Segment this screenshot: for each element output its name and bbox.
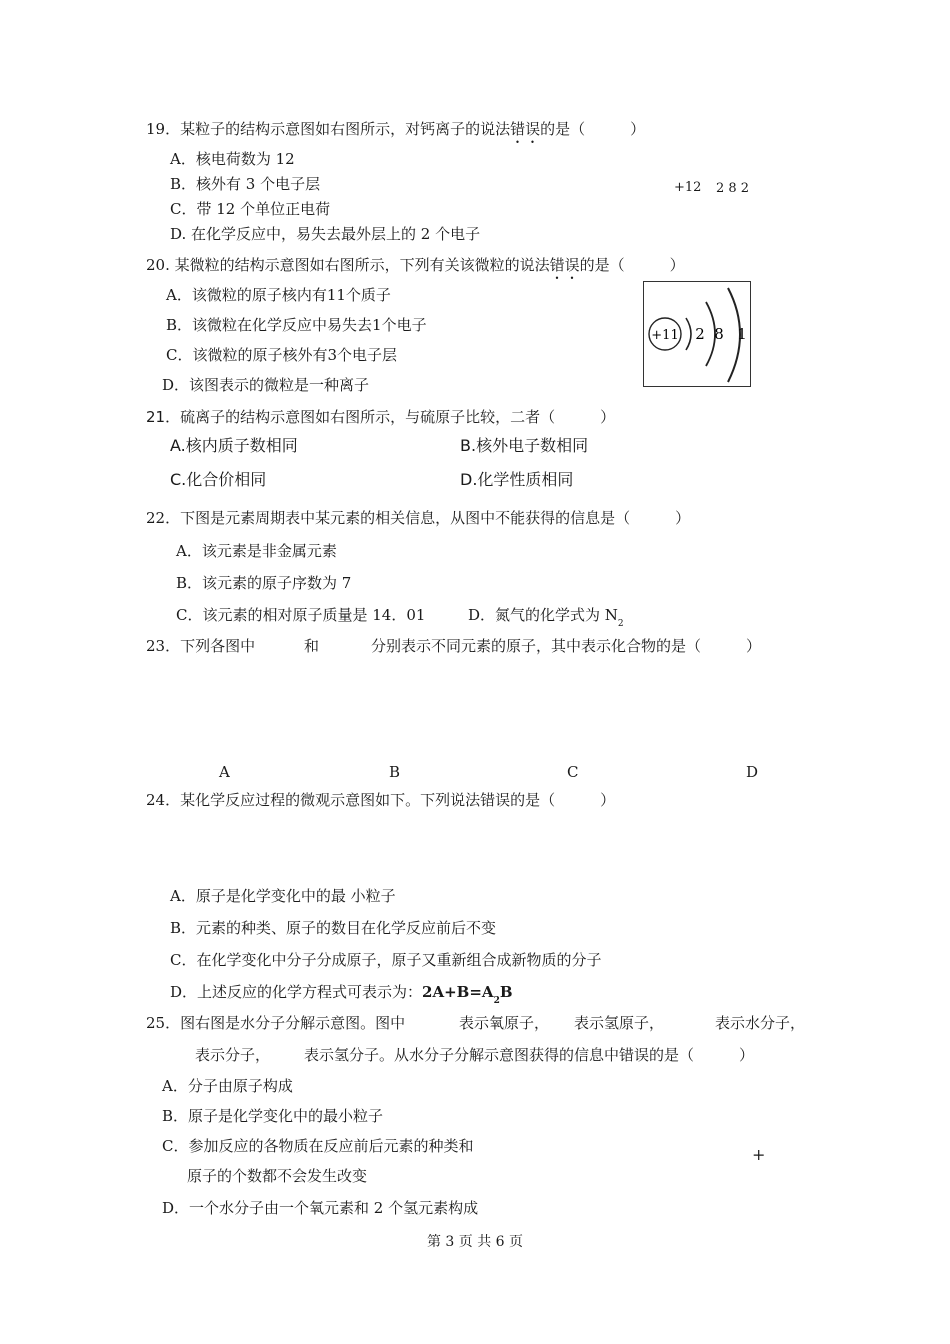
q22-option-b: B．该元素的原子序数为 7 <box>176 574 352 592</box>
q25-stem-part-1: 25．图右图是水分子分解示意图。图中 <box>146 1014 406 1032</box>
q23-stem-part-3: 分别表示不同元素的原子，其中表示化合物的是（ ） <box>371 637 762 655</box>
q25-stem-part-2: 表示氧原子， <box>459 1014 550 1032</box>
q24-option-c: C．在化学变化中分子分成原子，原子又重新组合成新物质的分子 <box>170 951 602 969</box>
q19-option-a: A．核电荷数为 12 <box>170 150 295 168</box>
subscript: 2 <box>493 996 500 1006</box>
q19-diagram-nucleus: +12 <box>674 180 702 195</box>
q21-option-a: A.核内质子数相同 <box>170 436 298 455</box>
q23-label-c: C <box>567 763 579 781</box>
q24-option-a: A．原子是化学变化中的最 小粒子 <box>170 887 396 905</box>
q19-emphasis: 错误 <box>510 120 541 138</box>
q25-stem-part-6: 表示氢分子。从水分子分解示意图获得的信息中错误的是（ ） <box>304 1046 755 1064</box>
q23-label-d: D <box>746 763 759 781</box>
q22-option-a: A．该元素是非金属元素 <box>176 542 337 560</box>
atom-structure-svg <box>644 282 750 386</box>
q19-option-c: C．带 12 个单位正电荷 <box>170 200 331 218</box>
q25-option-c: C．参加反应的各物质在反应前后元素的种类和 <box>162 1137 474 1155</box>
q23-label-a: A <box>219 763 230 781</box>
page-footer: 第 3 页 共 6 页 <box>426 1234 524 1250</box>
q21-stem: 21．硫离子的结构示意图如右图所示，与硫原子比较，二者（ ） <box>146 408 616 426</box>
q19-diagram-shells: 2 8 2 <box>716 181 750 196</box>
q19-option-b: B．核外有 3 个电子层 <box>170 175 321 193</box>
q22-stem: 22．下图是元素周期表中某元素的相关信息，从图中不能获得的信息是（ ） <box>146 509 691 527</box>
q20-stem: 20. 某微粒的结构示意图如右图所示，下列有关该微粒的说法错误的是（ ） <box>146 256 685 274</box>
q20-option-b: B．该微粒在化学反应中易失去1个电子 <box>166 316 427 334</box>
q19-option-d: D. 在化学反应中，易失去最外层上的 2 个电子 <box>170 225 481 243</box>
q25-plus-sign: + <box>752 1145 766 1164</box>
q25-option-c-continued: 原子的个数都不会发生改变 <box>187 1167 368 1185</box>
q22-option-c: C．该元素的相对原子质量是 14．01 <box>176 606 426 624</box>
q25-option-d: D．一个水分子由一个氧元素和 2 个氢元素构成 <box>162 1199 479 1217</box>
q21-option-d: D.化学性质相同 <box>460 470 574 489</box>
q25-option-a: A．分子由原子构成 <box>162 1077 293 1095</box>
q19-stem: 19．某粒子的结构示意图如右图所示，对钙离子的说法错误的是（ ） <box>146 120 646 138</box>
q20-option-a: A．该微粒的原子核内有11个质子 <box>166 286 391 304</box>
q23-label-b: B <box>389 763 401 781</box>
shell-count-1: 2 <box>695 325 705 343</box>
q24-equation: $2A+B=A_2B$ <box>422 983 513 1006</box>
q21-option-b: B.核外电子数相同 <box>460 436 589 455</box>
shell-count-2: 8 <box>714 325 724 343</box>
q24-stem: 24．某化学反应过程的微观示意图如下。下列说法错误的是（ ） <box>146 791 616 809</box>
q25-stem-part-4: 表示水分子， <box>715 1014 806 1032</box>
q25-stem-part-3: 表示氢原子， <box>574 1014 665 1032</box>
q24-option-d: D．上述反应的化学方程式可表示为：$2A+B=A_2B$ <box>170 983 513 1006</box>
q20-atom-diagram <box>643 281 751 387</box>
q22-option-d: D．氮气的化学式为 $N_2$ <box>468 606 624 629</box>
q21-option-c: C.化合价相同 <box>170 470 267 489</box>
q20-option-c: C．该微粒的原子核外有3个电子层 <box>166 346 398 364</box>
q23-stem-part-1: 23．下列各图中 <box>146 637 256 655</box>
shell-count-3: 1 <box>737 325 747 343</box>
q24-option-b: B．元素的种类、原子的数目在化学反应前后不变 <box>170 919 497 937</box>
nucleus-label: +11 <box>651 328 679 343</box>
q20-option-d: D．该图表示的微粒是一种离子 <box>162 376 370 394</box>
q25-stem-part-5: 表示分子， <box>195 1046 271 1064</box>
q23-stem-part-2: 和 <box>304 637 320 655</box>
q25-option-b: B．原子是化学变化中的最小粒子 <box>162 1107 384 1125</box>
subscript: 2 <box>617 619 624 629</box>
q20-emphasis: 错误 <box>549 256 580 274</box>
shell-arc-1 <box>686 318 691 350</box>
